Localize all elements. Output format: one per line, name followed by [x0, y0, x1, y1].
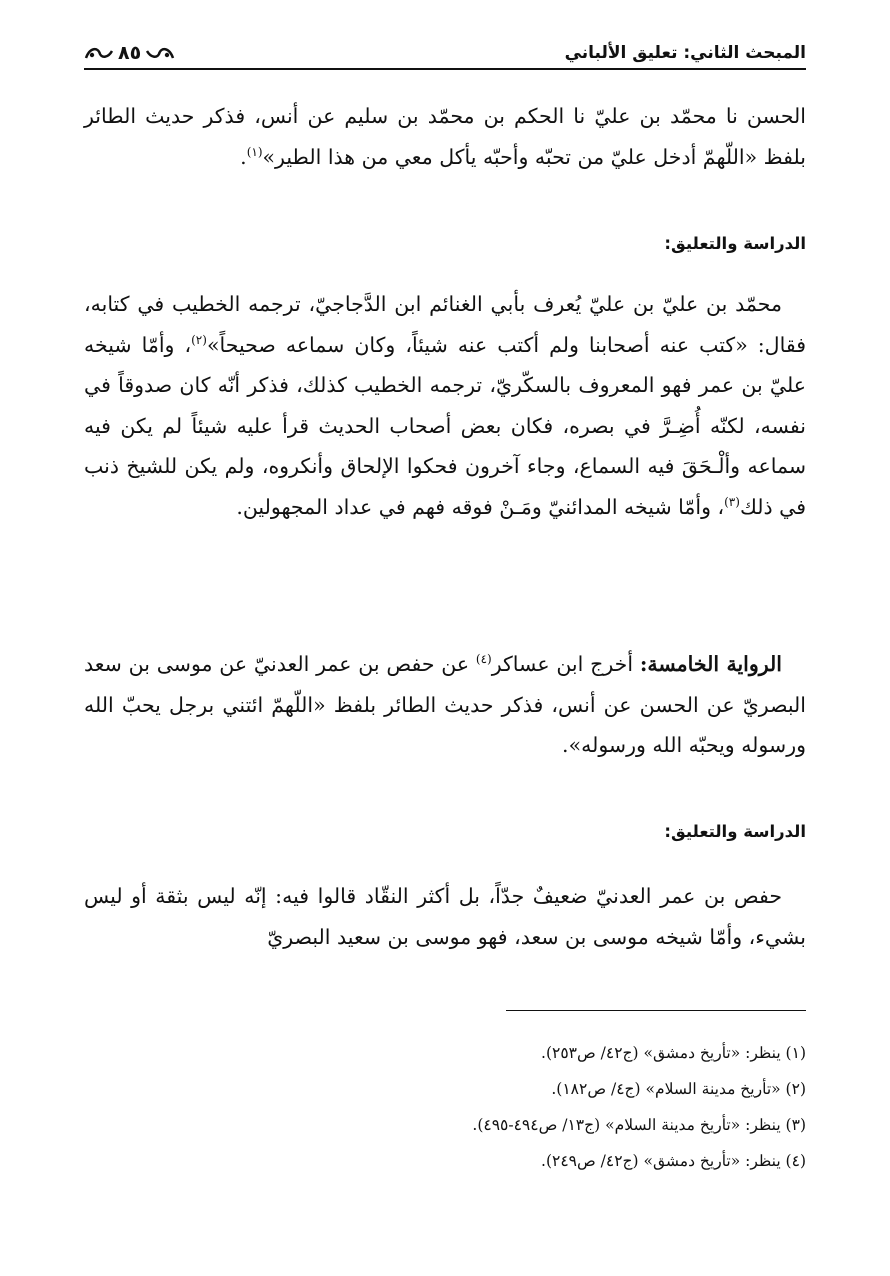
- page-header: [84, 38, 806, 70]
- page-number: ٨٥: [118, 42, 142, 64]
- paragraph-2-text-c: ، وأمّا شيخه المدائنيّ ومَـنْ فوقه فهم في عداد المجهولين.: [236, 494, 725, 519]
- paragraph-3: [84, 644, 806, 766]
- running-title: المبحث الثاني: تعليق الألباني: [564, 43, 806, 63]
- paragraph-4: [84, 876, 806, 957]
- footnote-ref-1[interactable]: (١): [246, 144, 263, 159]
- narration-label: الرواية الخامسة:: [639, 652, 783, 676]
- page-number-block: [84, 42, 175, 64]
- section-heading-1: الدراسة والتعليق:: [664, 234, 806, 253]
- paragraph-2-text-a: محمّد بن عليّ بن عليّ يُعرف بأبي الغنائم ابن الدَّجاجيّ، ترجمه الخطيب في كتابه، فقال: «كتب عنه أصحابنا ولم أكتب عنه شيئاً، وكان سماعه صحيحاً»: [84, 292, 806, 357]
- paragraph-2-text-b: ، وأمّا شيخه عليّ بن عمر فهو المعروف بالسكّريّ، ترجمه الخطيب كذلك، فذكر أنّه كان صدوقاً في نفسه، لكنّه أُضِـرَّ في بصره، فكان بعض أصحاب الحديث قرأ عليه شيئاً لم يكن فيه سماعه وألْـحَقَ فيه السماع، وجاء آخرون فحكوا الإلحاق وأنكروه، ولم يكن للشيخ ذنب في ذلك: [84, 332, 806, 519]
- paragraph-2: [84, 284, 806, 527]
- footnote-ref-2[interactable]: (٢): [191, 332, 207, 347]
- footnote-2: (٢) «تأريخ مدينة السلام» (ج٤/ ص١٨٢).: [551, 1080, 806, 1098]
- footnote-ref-4[interactable]: (٤): [475, 652, 492, 667]
- footnote-1: (١) ينظر: «تأريخ دمشق» (ج٤٢/ ص٢٥٣).: [541, 1044, 806, 1062]
- section-heading-2: الدراسة والتعليق:: [664, 822, 806, 841]
- paragraph-1-text: الحسن نا محمّد بن عليّ نا الحكم بن محمّد بن سليم عن أنس، فذكر حديث الطائر بلفظ «اللّهمّ أدخل عليّ من تحبّه وأحبّه يأكل معي من هذا الطير»: [84, 104, 806, 169]
- footnote-4: (٤) ينظر: «تأريخ دمشق» (ج٤٢/ ص٢٤٩).: [541, 1152, 806, 1170]
- paragraph-1: [84, 96, 806, 177]
- paragraph-3-text-a: أخرج ابن عساكر: [491, 652, 640, 676]
- paragraph-1-end: .: [240, 144, 247, 169]
- footnote-3: (٣) ينظر: «تأريخ مدينة السلام» (ج١٣/ ص٤٩٤-٤٩٥).: [472, 1116, 806, 1134]
- ornament-left-icon: [84, 45, 114, 61]
- paragraph-3-text-b: عن حفص بن عمر العدنيّ عن موسى بن سعد البصريّ عن الحسن عن أنس، فذكر حديث الطائر بلفظ «اللّهمّ ائتني برجل يحبّ الله ورسوله ويحبّه الله ورسوله».: [84, 652, 806, 757]
- footnote-separator: [506, 1010, 806, 1011]
- footnotes: [84, 1035, 806, 1179]
- ornament-right-icon: [145, 45, 175, 61]
- footnote-ref-3[interactable]: (٣): [724, 494, 740, 509]
- paragraph-4-text: حفص بن عمر العدنيّ ضعيفٌ جدّاً، بل أكثر النقّاد قالوا فيه: إنّه ليس بثقة أو ليس بشيء، وأمّا شيخه موسى بن سعد، فهو موسى بن سعيد البصريّ: [84, 884, 806, 949]
